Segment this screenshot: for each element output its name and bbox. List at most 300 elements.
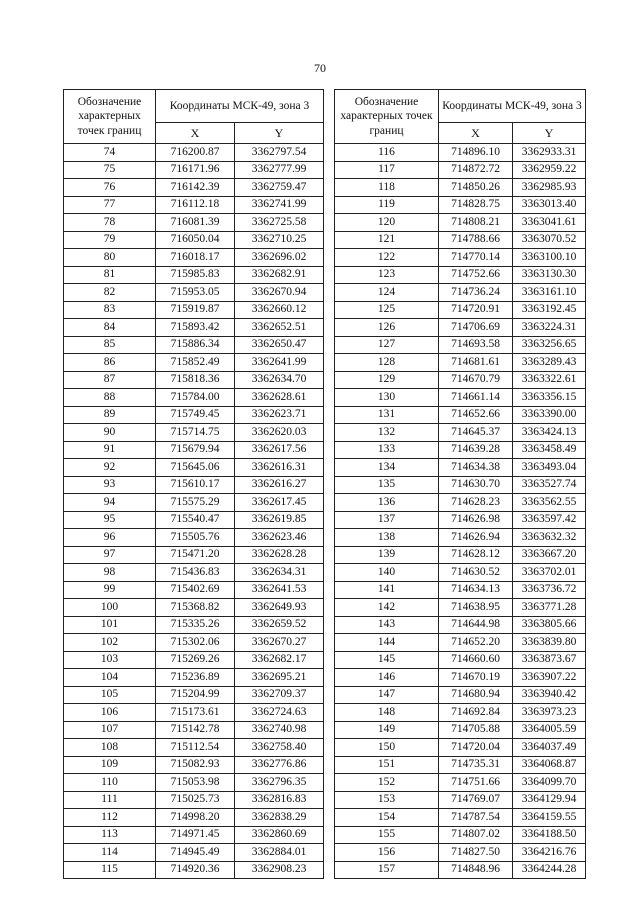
table-row [64, 669, 324, 687]
x-coordinate-cell: 714628.12 [439, 546, 513, 564]
point-designation-header: Обозначение характерных точек границ [64, 90, 156, 144]
point-number-cell: 126 [335, 319, 439, 337]
x-coordinate-cell: 714705.88 [439, 721, 513, 739]
table-row [335, 564, 586, 582]
x-coordinate-cell: 715852.49 [156, 354, 235, 372]
x-coordinate-cell: 714720.04 [439, 739, 513, 757]
table-row [335, 389, 586, 407]
point-number-cell: 145 [335, 651, 439, 669]
y-coordinate-cell: 3362695.21 [235, 669, 324, 687]
table-row [64, 354, 324, 372]
y-coordinate-cell: 3364099.70 [513, 774, 586, 792]
y-coordinate-cell: 3363907.22 [513, 669, 586, 687]
x-coordinate-cell: 714788.66 [439, 231, 513, 249]
point-number-cell: 95 [64, 511, 156, 529]
table-row [335, 179, 586, 197]
table-row [64, 721, 324, 739]
y-coordinate-cell: 3363161.10 [513, 284, 586, 302]
x-coordinate-cell: 715886.34 [156, 336, 235, 354]
x-coordinate-cell: 714626.94 [439, 529, 513, 547]
x-coordinate-cell: 715985.83 [156, 266, 235, 284]
table-row [335, 511, 586, 529]
point-number-cell: 109 [64, 756, 156, 774]
table-row [335, 459, 586, 477]
table-row [64, 564, 324, 582]
table-row [335, 686, 586, 704]
y-coordinate-cell: 3363356.15 [513, 389, 586, 407]
table-row [335, 739, 586, 757]
table-row [335, 144, 586, 162]
x-coordinate-cell: 715112.54 [156, 739, 235, 757]
x-coordinate-cell: 714769.07 [439, 791, 513, 809]
x-coordinate-cell: 715953.05 [156, 284, 235, 302]
point-number-cell: 132 [335, 424, 439, 442]
x-coordinate-cell: 715142.78 [156, 721, 235, 739]
table-row [64, 389, 324, 407]
point-number-cell: 103 [64, 651, 156, 669]
point-number-cell: 81 [64, 266, 156, 284]
table-row [64, 756, 324, 774]
y-coordinate-cell: 3362797.54 [235, 144, 324, 162]
y-coordinate-cell: 3362724.63 [235, 704, 324, 722]
x-coordinate-cell: 714681.61 [439, 354, 513, 372]
x-coordinate-cell: 715610.17 [156, 476, 235, 494]
table-row [335, 669, 586, 687]
x-coordinate-cell: 714652.66 [439, 406, 513, 424]
y-coordinate-cell: 3363805.66 [513, 616, 586, 634]
y-coordinate-cell: 3363322.61 [513, 371, 586, 389]
x-coordinate-cell: 715402.69 [156, 581, 235, 599]
table-row [335, 319, 586, 337]
point-number-cell: 122 [335, 249, 439, 267]
point-number-cell: 120 [335, 214, 439, 232]
y-coordinate-cell: 3363070.52 [513, 231, 586, 249]
y-coordinate-cell: 3362660.12 [235, 301, 324, 319]
table-row [335, 406, 586, 424]
y-coordinate-cell: 3362623.46 [235, 529, 324, 547]
y-column-header: Y [513, 123, 586, 144]
table-row [64, 826, 324, 844]
y-coordinate-cell: 3362696.02 [235, 249, 324, 267]
point-number-cell: 133 [335, 441, 439, 459]
y-coordinate-cell: 3363597.42 [513, 511, 586, 529]
coordinates-header: Координаты МСК-49, зона 3 [439, 90, 586, 123]
y-coordinate-cell: 3362758.40 [235, 739, 324, 757]
table-row [64, 476, 324, 494]
x-coordinate-cell: 714634.13 [439, 581, 513, 599]
x-coordinate-cell: 715893.42 [156, 319, 235, 337]
y-coordinate-cell: 3362617.56 [235, 441, 324, 459]
point-number-cell: 148 [335, 704, 439, 722]
table-row [335, 809, 586, 827]
table-row [335, 266, 586, 284]
y-coordinate-cell: 3364129.94 [513, 791, 586, 809]
point-number-cell: 121 [335, 231, 439, 249]
y-coordinate-cell: 3362776.86 [235, 756, 324, 774]
point-number-cell: 136 [335, 494, 439, 512]
table-row [64, 336, 324, 354]
y-coordinate-cell: 3362659.52 [235, 616, 324, 634]
y-coordinate-cell: 3362985.93 [513, 179, 586, 197]
table-row [335, 196, 586, 214]
x-coordinate-cell: 716112.18 [156, 196, 235, 214]
point-number-cell: 140 [335, 564, 439, 582]
point-number-cell: 91 [64, 441, 156, 459]
y-coordinate-cell: 3362619.85 [235, 511, 324, 529]
point-number-cell: 138 [335, 529, 439, 547]
y-coordinate-cell: 3364244.28 [513, 861, 586, 879]
y-coordinate-cell: 3363100.10 [513, 249, 586, 267]
x-coordinate-cell: 714848.96 [439, 861, 513, 879]
x-coordinate-cell: 714998.20 [156, 809, 235, 827]
y-coordinate-cell: 3362682.17 [235, 651, 324, 669]
table-row [335, 756, 586, 774]
point-number-cell: 130 [335, 389, 439, 407]
table-row [64, 284, 324, 302]
table-row [335, 581, 586, 599]
table-row [64, 231, 324, 249]
x-coordinate-cell: 715204.99 [156, 686, 235, 704]
table-row [335, 634, 586, 652]
x-coordinate-cell: 714945.49 [156, 844, 235, 862]
y-coordinate-cell: 3362628.61 [235, 389, 324, 407]
x-coordinate-cell: 715784.00 [156, 389, 235, 407]
point-number-cell: 149 [335, 721, 439, 739]
point-number-cell: 125 [335, 301, 439, 319]
x-coordinate-cell: 714626.98 [439, 511, 513, 529]
point-number-cell: 134 [335, 459, 439, 477]
point-number-cell: 102 [64, 634, 156, 652]
x-coordinate-cell: 715679.94 [156, 441, 235, 459]
table-row [64, 634, 324, 652]
x-coordinate-cell: 714736.24 [439, 284, 513, 302]
point-number-cell: 86 [64, 354, 156, 372]
x-coordinate-cell: 714828.75 [439, 196, 513, 214]
table-row [335, 424, 586, 442]
y-coordinate-cell: 3363632.32 [513, 529, 586, 547]
y-coordinate-cell: 3363873.67 [513, 651, 586, 669]
y-coordinate-cell: 3363702.01 [513, 564, 586, 582]
x-coordinate-cell: 714630.70 [439, 476, 513, 494]
point-number-cell: 80 [64, 249, 156, 267]
table-row [64, 424, 324, 442]
point-number-cell: 156 [335, 844, 439, 862]
y-coordinate-cell: 3362641.53 [235, 581, 324, 599]
x-coordinate-cell: 714850.26 [439, 179, 513, 197]
y-coordinate-cell: 3363562.55 [513, 494, 586, 512]
x-coordinate-cell: 714735.31 [439, 756, 513, 774]
table-row [335, 214, 586, 232]
x-coordinate-cell: 714807.02 [439, 826, 513, 844]
x-coordinate-cell: 715082.93 [156, 756, 235, 774]
point-number-cell: 112 [64, 809, 156, 827]
table-row [64, 406, 324, 424]
x-coordinate-cell: 714628.23 [439, 494, 513, 512]
y-coordinate-cell: 3362741.99 [235, 196, 324, 214]
point-number-cell: 108 [64, 739, 156, 757]
y-coordinate-cell: 3362616.31 [235, 459, 324, 477]
point-number-cell: 147 [335, 686, 439, 704]
x-coordinate-cell: 716081.39 [156, 214, 235, 232]
y-coordinate-cell: 3363424.13 [513, 424, 586, 442]
x-coordinate-cell: 714693.58 [439, 336, 513, 354]
x-coordinate-cell: 714692.84 [439, 704, 513, 722]
x-coordinate-cell: 714680.94 [439, 686, 513, 704]
x-coordinate-cell: 715714.75 [156, 424, 235, 442]
table-row [335, 791, 586, 809]
point-number-cell: 155 [335, 826, 439, 844]
table-row [64, 179, 324, 197]
x-coordinate-cell: 714639.28 [439, 441, 513, 459]
table-row [64, 861, 324, 879]
table-row [335, 774, 586, 792]
table-row [335, 476, 586, 494]
y-column-header: Y [235, 123, 324, 144]
y-coordinate-cell: 3363458.49 [513, 441, 586, 459]
point-number-cell: 94 [64, 494, 156, 512]
x-coordinate-cell: 714630.52 [439, 564, 513, 582]
point-number-cell: 89 [64, 406, 156, 424]
point-number-cell: 96 [64, 529, 156, 547]
point-number-cell: 110 [64, 774, 156, 792]
table-row [335, 651, 586, 669]
x-coordinate-cell: 714808.21 [439, 214, 513, 232]
table-row [64, 546, 324, 564]
x-coordinate-cell: 714660.60 [439, 651, 513, 669]
table-row [64, 581, 324, 599]
table-row [335, 861, 586, 879]
x-coordinate-cell: 714920.36 [156, 861, 235, 879]
x-coordinate-cell: 715505.76 [156, 529, 235, 547]
table-row [64, 371, 324, 389]
y-coordinate-cell: 3364216.76 [513, 844, 586, 862]
x-coordinate-cell: 714720.91 [439, 301, 513, 319]
table-row [335, 546, 586, 564]
y-coordinate-cell: 3364037.49 [513, 739, 586, 757]
x-coordinate-cell: 714634.38 [439, 459, 513, 477]
point-number-cell: 85 [64, 336, 156, 354]
page-number: 70 [314, 61, 326, 75]
point-number-cell: 87 [64, 371, 156, 389]
y-coordinate-cell: 3362796.35 [235, 774, 324, 792]
table-row [335, 301, 586, 319]
y-coordinate-cell: 3363940.42 [513, 686, 586, 704]
table-row [64, 511, 324, 529]
y-coordinate-cell: 3362725.58 [235, 214, 324, 232]
table-row [335, 494, 586, 512]
point-number-cell: 129 [335, 371, 439, 389]
table-row [64, 809, 324, 827]
x-coordinate-cell: 714638.95 [439, 599, 513, 617]
x-coordinate-cell: 714751.66 [439, 774, 513, 792]
point-number-cell: 116 [335, 144, 439, 162]
x-coordinate-cell: 714971.45 [156, 826, 235, 844]
table-row [64, 739, 324, 757]
table-row [64, 249, 324, 267]
x-coordinate-cell: 714752.66 [439, 266, 513, 284]
table-row [64, 301, 324, 319]
point-number-cell: 118 [335, 179, 439, 197]
y-coordinate-cell: 3362623.71 [235, 406, 324, 424]
table-row [64, 704, 324, 722]
table-row [335, 529, 586, 547]
y-coordinate-cell: 3364188.50 [513, 826, 586, 844]
point-number-cell: 144 [335, 634, 439, 652]
x-column-header: X [156, 123, 235, 144]
y-coordinate-cell: 3363771.28 [513, 599, 586, 617]
x-coordinate-cell: 716142.39 [156, 179, 235, 197]
y-coordinate-cell: 3362860.69 [235, 826, 324, 844]
x-coordinate-cell: 715368.82 [156, 599, 235, 617]
x-coordinate-cell: 716171.96 [156, 161, 235, 179]
table-row [64, 599, 324, 617]
table-row [64, 214, 324, 232]
coordinates-table-left [63, 89, 324, 879]
x-coordinate-cell: 715302.06 [156, 634, 235, 652]
table-row [335, 371, 586, 389]
point-number-cell: 142 [335, 599, 439, 617]
x-coordinate-cell: 714644.98 [439, 616, 513, 634]
table-row [335, 336, 586, 354]
y-coordinate-cell: 3363256.65 [513, 336, 586, 354]
y-coordinate-cell: 3363667.20 [513, 546, 586, 564]
x-coordinate-cell: 715173.61 [156, 704, 235, 722]
table-row [64, 616, 324, 634]
y-coordinate-cell: 3362908.23 [235, 861, 324, 879]
y-coordinate-cell: 3362884.01 [235, 844, 324, 862]
point-number-cell: 137 [335, 511, 439, 529]
point-number-cell: 117 [335, 161, 439, 179]
point-number-cell: 143 [335, 616, 439, 634]
y-coordinate-cell: 3362740.98 [235, 721, 324, 739]
x-coordinate-cell: 715749.45 [156, 406, 235, 424]
y-coordinate-cell: 3362652.51 [235, 319, 324, 337]
point-number-cell: 101 [64, 616, 156, 634]
point-number-cell: 98 [64, 564, 156, 582]
point-number-cell: 111 [64, 791, 156, 809]
point-number-cell: 84 [64, 319, 156, 337]
y-coordinate-cell: 3363839.80 [513, 634, 586, 652]
table-row [64, 266, 324, 284]
y-coordinate-cell: 3362628.28 [235, 546, 324, 564]
point-number-cell: 124 [335, 284, 439, 302]
y-coordinate-cell: 3362617.45 [235, 494, 324, 512]
point-number-cell: 83 [64, 301, 156, 319]
y-coordinate-cell: 3363289.43 [513, 354, 586, 372]
point-number-cell: 115 [64, 861, 156, 879]
point-number-cell: 157 [335, 861, 439, 879]
point-number-cell: 74 [64, 144, 156, 162]
x-coordinate-cell: 715540.47 [156, 511, 235, 529]
coordinates-table-right [334, 89, 586, 879]
table-row [335, 599, 586, 617]
x-coordinate-cell: 714661.14 [439, 389, 513, 407]
point-number-cell: 152 [335, 774, 439, 792]
table-row [335, 721, 586, 739]
x-coordinate-cell: 715025.73 [156, 791, 235, 809]
x-coordinate-cell: 715053.98 [156, 774, 235, 792]
y-coordinate-cell: 3362777.99 [235, 161, 324, 179]
x-coordinate-cell: 714770.14 [439, 249, 513, 267]
table-row [335, 704, 586, 722]
x-coordinate-cell: 714670.79 [439, 371, 513, 389]
x-coordinate-cell: 716050.04 [156, 231, 235, 249]
table-row [64, 144, 324, 162]
table-row [64, 494, 324, 512]
table-row [335, 844, 586, 862]
x-coordinate-cell: 714645.37 [439, 424, 513, 442]
y-coordinate-cell: 3362816.83 [235, 791, 324, 809]
table-row [64, 441, 324, 459]
point-number-cell: 100 [64, 599, 156, 617]
point-number-cell: 75 [64, 161, 156, 179]
y-coordinate-cell: 3363493.04 [513, 459, 586, 477]
point-number-cell: 92 [64, 459, 156, 477]
x-coordinate-cell: 715236.89 [156, 669, 235, 687]
x-coordinate-cell: 715335.26 [156, 616, 235, 634]
table-row [335, 249, 586, 267]
x-coordinate-cell: 715645.06 [156, 459, 235, 477]
x-coordinate-cell: 714706.69 [439, 319, 513, 337]
x-coordinate-cell: 714670.19 [439, 669, 513, 687]
point-number-cell: 146 [335, 669, 439, 687]
table-row [335, 826, 586, 844]
point-number-cell: 106 [64, 704, 156, 722]
point-number-cell: 82 [64, 284, 156, 302]
point-number-cell: 90 [64, 424, 156, 442]
point-number-cell: 131 [335, 406, 439, 424]
table-row [64, 844, 324, 862]
point-number-cell: 151 [335, 756, 439, 774]
y-coordinate-cell: 3362620.03 [235, 424, 324, 442]
point-number-cell: 119 [335, 196, 439, 214]
table-row [64, 196, 324, 214]
y-coordinate-cell: 3363192.45 [513, 301, 586, 319]
x-coordinate-cell: 714652.20 [439, 634, 513, 652]
y-coordinate-cell: 3362649.93 [235, 599, 324, 617]
point-number-cell: 107 [64, 721, 156, 739]
point-number-cell: 105 [64, 686, 156, 704]
y-coordinate-cell: 3364005.59 [513, 721, 586, 739]
point-number-cell: 123 [335, 266, 439, 284]
y-coordinate-cell: 3363130.30 [513, 266, 586, 284]
x-coordinate-cell: 714872.72 [439, 161, 513, 179]
point-number-cell: 77 [64, 196, 156, 214]
point-number-cell: 135 [335, 476, 439, 494]
point-number-cell: 76 [64, 179, 156, 197]
table-row [335, 284, 586, 302]
y-coordinate-cell: 3364068.87 [513, 756, 586, 774]
y-coordinate-cell: 3363013.40 [513, 196, 586, 214]
x-coordinate-cell: 715436.83 [156, 564, 235, 582]
y-coordinate-cell: 3362670.94 [235, 284, 324, 302]
point-number-cell: 93 [64, 476, 156, 494]
coordinates-header: Координаты МСК-49, зона 3 [156, 90, 324, 123]
y-coordinate-cell: 3363041.61 [513, 214, 586, 232]
table-row [335, 354, 586, 372]
y-coordinate-cell: 3362759.47 [235, 179, 324, 197]
x-coordinate-cell: 714787.54 [439, 809, 513, 827]
y-coordinate-cell: 3362634.70 [235, 371, 324, 389]
y-coordinate-cell: 3364159.55 [513, 809, 586, 827]
y-coordinate-cell: 3363736.72 [513, 581, 586, 599]
point-number-cell: 104 [64, 669, 156, 687]
table-row [335, 231, 586, 249]
y-coordinate-cell: 3362710.25 [235, 231, 324, 249]
x-coordinate-cell: 715919.87 [156, 301, 235, 319]
point-number-cell: 150 [335, 739, 439, 757]
point-number-cell: 154 [335, 809, 439, 827]
